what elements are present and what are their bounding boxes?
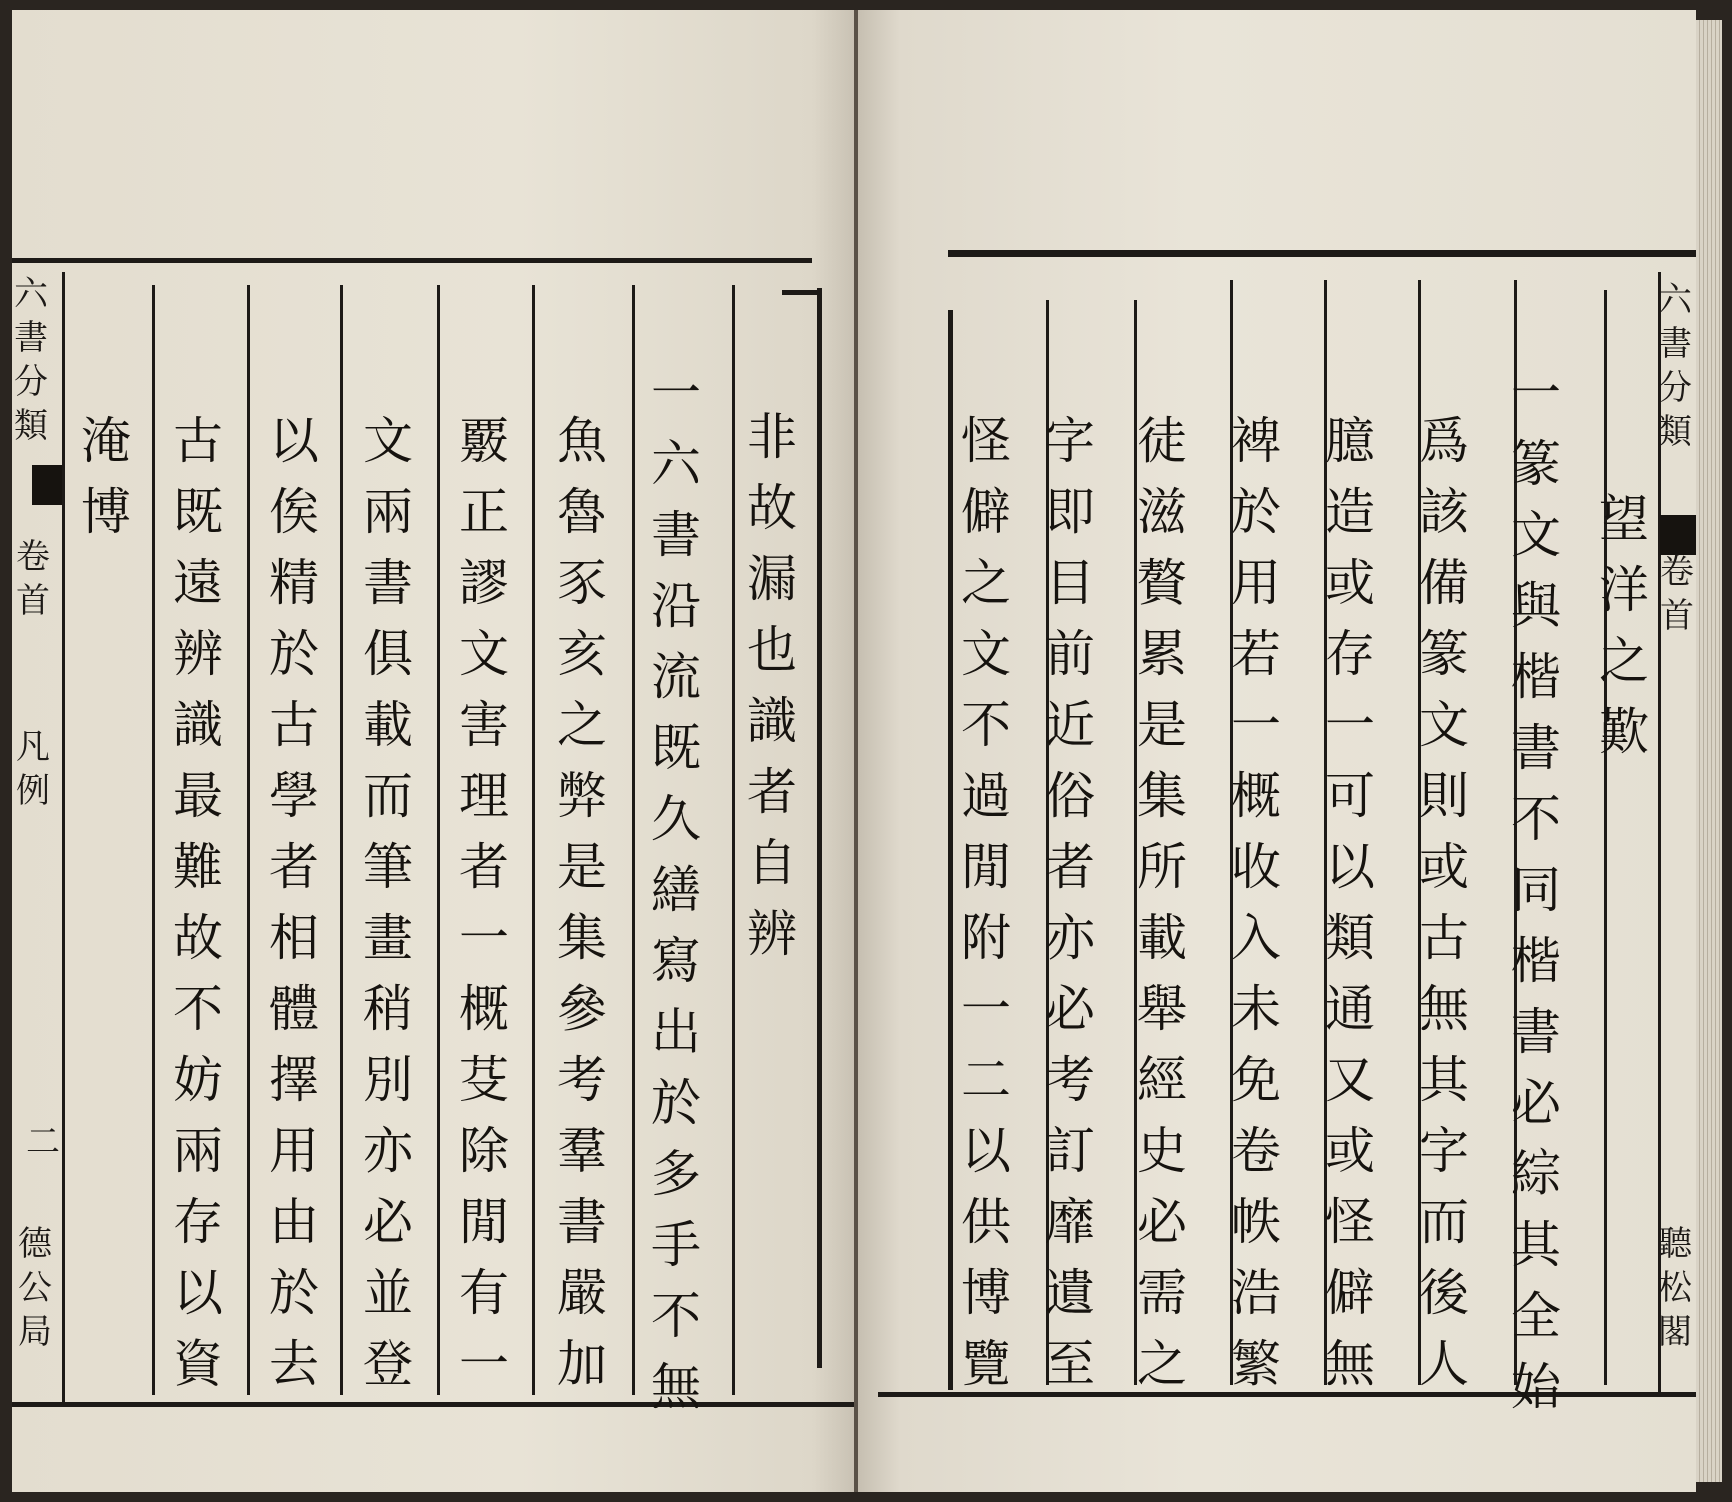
column-divider xyxy=(632,285,635,1395)
text-column: 古 既 遠 辨 識 最 難 故 不 妨 兩 存 以 資 xyxy=(173,412,223,1393)
column-divider xyxy=(532,285,535,1395)
text-column: 望 洋 之 歎 xyxy=(1599,490,1649,761)
text-column: 怪 僻 之 文 不 過 閒 附 一 二 以 供 博 覽 xyxy=(961,412,1011,1393)
left-margin-title: 六 書 分 類 xyxy=(14,274,48,446)
text-column: 字 即 目 前 近 俗 者 亦 必 考 訂 靡 遺 至 xyxy=(1045,412,1095,1393)
fishtail-mark xyxy=(1660,515,1696,555)
right-frame-left xyxy=(948,310,953,1390)
column-divider xyxy=(152,285,155,1395)
column-divider xyxy=(1604,290,1607,1385)
column-divider xyxy=(247,285,250,1395)
text-column: 覈 正 謬 文 害 理 者 一 概 芟 除 閒 有 一 xyxy=(459,412,509,1393)
left-frame-bottom xyxy=(12,1402,854,1407)
left-page xyxy=(12,10,854,1492)
left-frame-top xyxy=(12,258,812,263)
text-column: 文 兩 書 俱 載 而 筆 畫 稍 別 亦 必 並 登 xyxy=(363,412,413,1393)
right-margin-publisher: 聽 松 閣 xyxy=(1658,1224,1692,1352)
text-column: 淹 博 xyxy=(81,412,131,541)
text-column: 裨 於 用 若 一 概 收 入 未 免 卷 帙 浩 繁 xyxy=(1231,412,1281,1393)
left-frame-right xyxy=(817,288,822,1368)
text-column: 非 故 漏 也 識 者 自 辨 xyxy=(747,408,797,963)
left-margin-section: 凡 例 xyxy=(16,727,50,811)
text-column: 以 俟 精 於 古 學 者 相 體 擇 用 由 於 去 xyxy=(269,412,319,1393)
left-margin-chapter: 卷 首 xyxy=(16,537,50,621)
right-page xyxy=(858,10,1696,1492)
right-frame-top xyxy=(948,250,1696,257)
text-column: 一 篆 文 與 楷 書 不 同 楷 書 必 綜 其 全 始 xyxy=(1511,364,1561,1416)
column-divider xyxy=(340,285,343,1395)
left-margin-page-number: 二 xyxy=(26,1122,60,1162)
text-column: 魚 魯 豕 亥 之 弊 是 集 參 考 羣 書 嚴 加 xyxy=(557,412,607,1393)
left-margin-publisher: 德 公 局 xyxy=(18,1224,52,1352)
left-fold-line xyxy=(62,272,65,1402)
open-book xyxy=(12,10,1722,1492)
right-margin-title: 六 書 分 類 xyxy=(1658,280,1692,452)
column-divider xyxy=(437,285,440,1395)
fishtail-mark xyxy=(32,465,62,505)
text-column: 爲 該 備 篆 文 則 或 古 無 其 字 而 後 人 xyxy=(1419,412,1469,1393)
text-column: 一 六 書 沿 流 既 久 繕 寫 出 於 多 手 不 無 xyxy=(651,364,701,1416)
left-frame-corner xyxy=(782,290,822,295)
right-margin-chapter: 卷 首 xyxy=(1660,552,1694,636)
text-column: 徒 滋 贅 累 是 集 所 載 舉 經 史 必 需 之 xyxy=(1137,412,1187,1393)
column-divider xyxy=(732,285,735,1395)
text-column: 臆 造 或 存 一 可 以 類 通 又 或 怪 僻 無 xyxy=(1325,412,1375,1393)
page-edges xyxy=(1696,20,1722,1482)
